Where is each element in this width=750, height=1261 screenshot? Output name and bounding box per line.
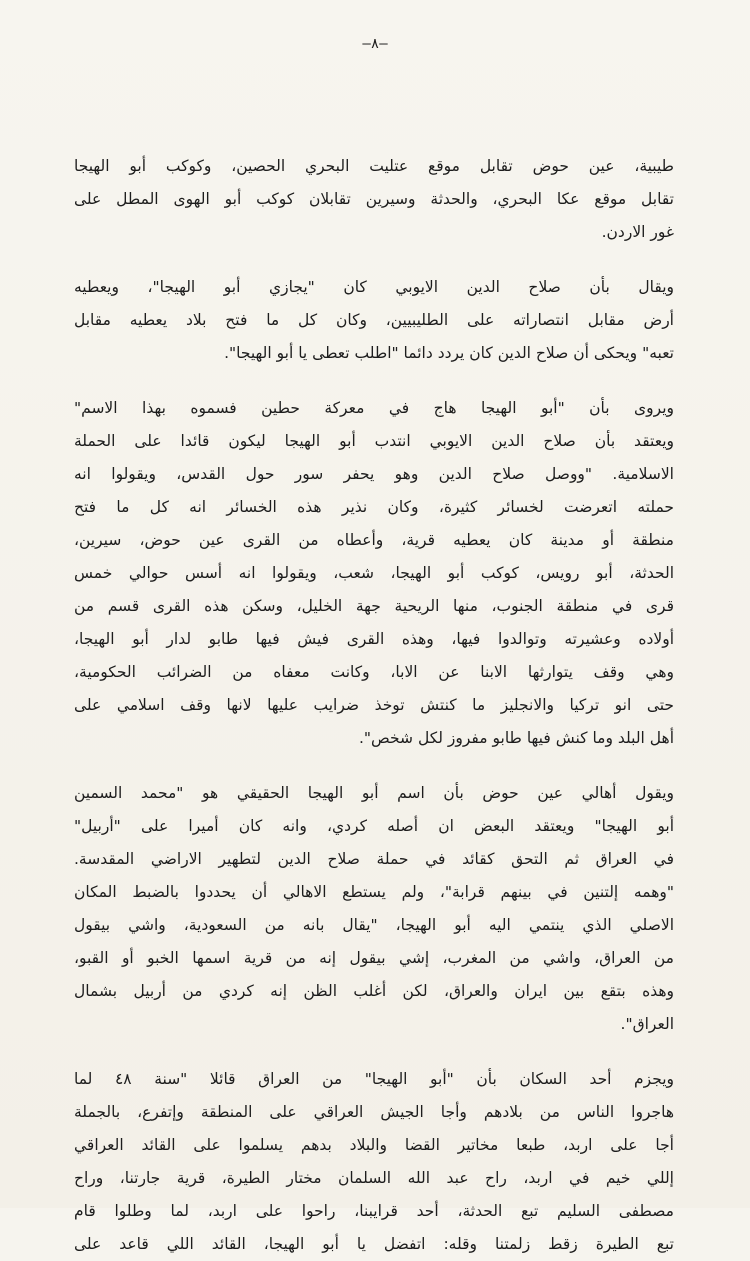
text-line: قرى في منطقة الجنوب، منها الريحية جهة الخليل، وسكن هذه القرى قسم من: [74, 597, 674, 615]
text-line: الاصلي الذي ينتمي اليه أبو الهيجا، "يقال بانه من السعودية، واشي بيقول: [74, 916, 674, 934]
text-line: طيبية، عين حوض تقابل موقع عتليت البحري الحصين، وكوكب أبو الهيجا: [74, 157, 674, 175]
text-line: أرض مقابل انتصاراته على الطليبيين، وكان كل ما فتح بلاد يعطيه مقابل: [74, 311, 674, 329]
text-line: الاسلامية. "ووصل صلاح الدين وهو يحفر سور حول القدس، ويقولوا انه: [74, 465, 674, 483]
text-line: مصطفى السليم تبع الحدثة، أحد قرايبنا، راحوا على اربد، لما وطلوا قام: [74, 1202, 674, 1220]
text-line: الحدثة، أبو رويس، كوكب أبو الهيجا، شعب، ويقولوا انه أسس حوالي خمس: [74, 564, 674, 582]
text-line: أهل البلد وما كنش فيها طابو مفروز لكل شخص".: [359, 729, 674, 747]
paragraph: [74, 1063, 674, 1261]
paragraph: [74, 150, 674, 249]
text-line: غور الاردن.: [601, 223, 674, 241]
text-line: ويقول أهالي عين حوض بأن اسم أبو الهيجا الحقيقي هو "محمد السمين: [74, 784, 674, 802]
text-line: في العراق ثم التحق كقائد في حملة صلاح الدين لتطهير الاراضي المقدسة.: [74, 850, 674, 868]
text-line: حتى انو تركيا والانجليز ما كنتش توخذ ضرايب عليها لانها وقف اسلامي على: [74, 696, 674, 714]
paragraph: [74, 392, 674, 755]
text-line: أولاده وعشيرته وتوالدوا فيها، وهذه القرى فيش فيها طابو لدار أبو الهيجا،: [74, 630, 674, 648]
text-line: وهذه بتقع بين ايران والعراق، لكن أغلب الظن إنه كردي من أربيل بشمال: [74, 982, 674, 1000]
text-line: تعبه" ويحكى أن صلاح الدين كان يردد دائما "اطلب تعطى يا أبو الهيجا".: [224, 344, 674, 362]
body-text: [74, 150, 674, 1261]
text-line: ويعتقد بأن صلاح الدين الايوبي انتدب أبو الهيجا ليكون قائدا على الحملة: [74, 432, 674, 450]
text-line: تبع الطيرة زقط زلمتنا وقله: اتفضل يا أبو الهيجا، القائد اللي قاعد على: [74, 1235, 674, 1253]
paragraph: [74, 777, 674, 1041]
text-line: "وهمه إلتنين في بينهم قرابة"، ولم يستطع الاهالي أن يحددوا بالضبط المكان: [74, 883, 674, 901]
text-line: إللي خيم في اربد، راح عبد الله السلمان مختار الطيرة، قرية جارتنا، وراح: [74, 1169, 674, 1187]
text-line: العراق".: [620, 1015, 674, 1033]
text-line: ويروى بأن "أبو الهيجا هاج في معركة حطين فسموه بهذا الاسم": [74, 399, 674, 417]
text-line: تقابل موقع عكا البحري، والحدثة وسيرين تقابلان كوكب أبو الهوى المطل على: [74, 190, 674, 208]
text-line: ويقال بأن صلاح الدين الايوبي كان "يجازي أبو الهيجا"، ويعطيه: [74, 278, 674, 296]
text-line: هاجروا الناس من بلادهم وأجا الجيش العراقي على المنطقة وإتفرع، بالجملة: [74, 1103, 674, 1121]
text-line: أبو الهيجا" ويعتقد البعض ان أصله كردي، وانه كان أميرا على "أربيل": [74, 817, 674, 835]
text-line: أجا على اربد، طبعا مخاتير القضا والبلاد بدهم يسلموا على القائد العراقي: [74, 1136, 674, 1154]
text-line: ويجزم أحد السكان بأن "أبو الهيجا" من العراق قائلا "سنة ٤٨ لما: [74, 1070, 674, 1088]
page-number: —٨—: [362, 36, 388, 52]
text-line: منطقة أو مدينة كان يعطيه قرية، وأعطاه من القرى عين حوض، سيرين،: [74, 531, 674, 549]
text-line: حملته اتعرضت لخسائر كثيرة، وكان نذير هذه الخسائر انه كل ما فتح: [74, 498, 674, 516]
text-line: من العراق، واشي من المغرب، إشي بيقول إنه من قرية اسمها الخبو أو القبو،: [74, 949, 674, 967]
text-line: وهي وقف يتوارثها الابنا عن الابا، وكانت معفاه من الضرائب الحكومية،: [74, 663, 674, 681]
paragraph: [74, 271, 674, 370]
